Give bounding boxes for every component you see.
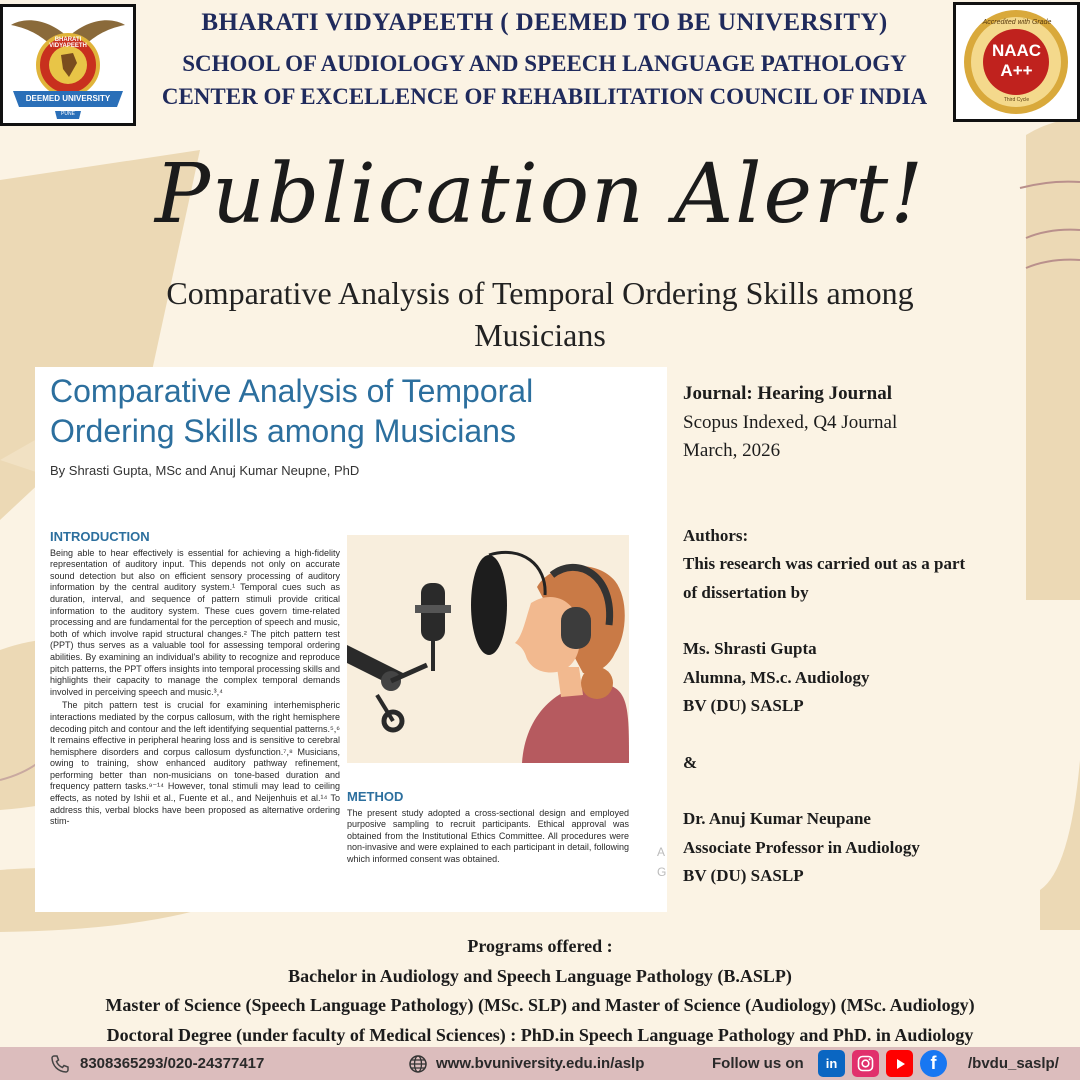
programs-offered (0, 932, 1080, 1050)
globe-icon (408, 1054, 428, 1074)
paper-right-column (347, 791, 629, 866)
logo-sub-text: PUNE (61, 111, 75, 117)
website-url: www.bvuniversity.edu.in/aslp (436, 1055, 645, 1072)
paper-title-line1: Comparative Analysis of Temporal (50, 373, 534, 409)
journal-indexing: Scopus Indexed, Q4 Journal (683, 411, 898, 433)
paper-title-line2: Ordering Skills among Musicians (50, 413, 516, 449)
university-name: BHARATI VIDYAPEETH ( DEEMED TO BE UNIVERSITY) (201, 9, 888, 36)
footer-bar (0, 1047, 1080, 1080)
logo-banner-text: DEEMED UNIVERSITY (25, 94, 111, 103)
facebook-icon[interactable]: f (920, 1050, 947, 1077)
linkedin-icon[interactable]: in (818, 1050, 845, 1077)
intro-paragraph-2: The pitch pattern test is crucial for examining interhemispheric interactions mediated by the corpus callosum, with the right hemisphere decoding pitch and contour and the left identifying sequential patterns.⁵,⁶ It remains effective in peripheral hearing loss and is sensitive to cerebral hemisphere disorders and corpus callosum dysfunction.⁷,⁸ Musicians, owing to training, show enhanced auditory pathway refinement, performing better than non-musicians on tone-based duration and frequency pattern tasks.⁹⁻¹⁴ However, tonal stimuli may lead to ceiling effects, as noted by Ishii et al., Fuente et al., and Neijenhuis et al.¹⁴ To address this, verbal blocks have been proposed as alternative ordering stim- (50, 700, 340, 827)
paper-left-column (50, 531, 340, 828)
paper-excerpt (35, 367, 667, 912)
naac-small-text: Third Cycle (1003, 97, 1030, 103)
authors-label: Authors: (683, 525, 749, 545)
authors-intro-line2: of dissertation by (683, 582, 809, 602)
program-item: Doctoral Degree (under faculty of Medical Sciences) : PhD.in Speech Language Pathology and PhD. in Audiology (106, 1024, 974, 1045)
margin-letter-a: A (657, 845, 666, 859)
naac-grade-top: NAAC (991, 41, 1042, 60)
social-links (818, 1047, 954, 1080)
publication-date: March, 2026 (683, 440, 781, 461)
phone-number: 8308365293/020-24377417 (80, 1055, 265, 1072)
publication-alert-heading: Publication Alert! (154, 147, 926, 242)
paper-byline: By Shrasti Gupta, MSc and Anuj Kumar Neupne, PhD (50, 463, 360, 478)
author2-name: Dr. Anuj Kumar Neupane (683, 809, 871, 828)
singer-illustration (347, 535, 629, 763)
website-link[interactable] (408, 1047, 644, 1080)
instagram-icon[interactable] (852, 1050, 879, 1077)
method-paragraph: The present study adopted a cross-sectional design and employed purposive sampling to recruit participants. Ethical approval was obtained from the Institutional Ethics Committee. All procedures were non-invasive and were explained to each participant in detail, following which informed consent was obtained. (347, 807, 629, 864)
center-name: CENTER OF EXCELLENCE OF REHABILITATION COUNCIL OF INDIA (161, 84, 928, 109)
program-item: Bachelor in Audiology and Speech Language Pathology (B.ASLP) (288, 965, 792, 986)
program-item: Master of Science (Speech Language Pathology) (MSc. SLP) and Master of Science (Audiology) (MSc. Audiology) (105, 995, 975, 1015)
naac-grade-bottom: A++ (1000, 61, 1033, 80)
youtube-icon[interactable] (886, 1050, 913, 1077)
publication-info (683, 380, 1063, 891)
journal-name: Journal: Hearing Journal (683, 383, 893, 404)
phone-icon (50, 1054, 70, 1074)
author-separator: & (683, 752, 698, 772)
authors-intro-line1: This research was carried out as a part (683, 554, 966, 573)
margin-letter-g: G (657, 865, 667, 879)
author2-role: Associate Professor in Audiology (683, 837, 920, 857)
author1-name: Ms. Shrasti Gupta (683, 639, 817, 658)
header (136, 6, 953, 112)
follow-us-label: Follow us on (712, 1055, 804, 1072)
phone-contact[interactable] (50, 1047, 264, 1080)
intro-heading: INTRODUCTION (50, 529, 150, 544)
social-handle[interactable]: /bvdu_saslp/ (968, 1055, 1059, 1072)
logo-ring-text: BHARATI VIDYAPEETH (49, 37, 87, 49)
paper-title (50, 371, 650, 451)
method-heading: METHOD (347, 789, 404, 804)
naac-badge (953, 2, 1080, 122)
author1-org: BV (DU) SASLP (683, 696, 804, 715)
school-name: SCHOOL OF AUDIOLOGY AND SPEECH LANGUAGE PATHOLOGY (182, 51, 907, 76)
author2-org: BV (DU) SASLP (683, 866, 804, 885)
article-title: Comparative Analysis of Temporal Ordering Skills among Musicians (166, 275, 914, 353)
programs-heading: Programs offered : (467, 936, 613, 956)
author1-role: Alumna, MS.c. Audiology (683, 667, 870, 687)
intro-paragraph-1: Being able to hear effectively is essential for achieving a high-fidelity representation of auditory input. This depends not only on accurate sound detection but also on efficient sensory processing of auditory information by the central auditory system.¹ Temporal cues such as duration, interval, and sequence of pattern stimuli provide critical information to the auditory system. These cues govern time-related processing and are fundamental for the perception of speech and music, both of which involve rapid structural changes.² The pitch pattern test (PPT) thus serves as a valuable tool for assessing temporal ordering abilities. By examining an individual's ability to recognize and reproduce pitch patterns, the PPT offers insights into temporal processing skills and highlights their capacity to manage the complex temporal demands involved in perceiving speech and music.³,⁴ (50, 547, 340, 697)
naac-arc-text: Accredited with Grade (982, 19, 1052, 26)
university-logo (0, 4, 136, 126)
